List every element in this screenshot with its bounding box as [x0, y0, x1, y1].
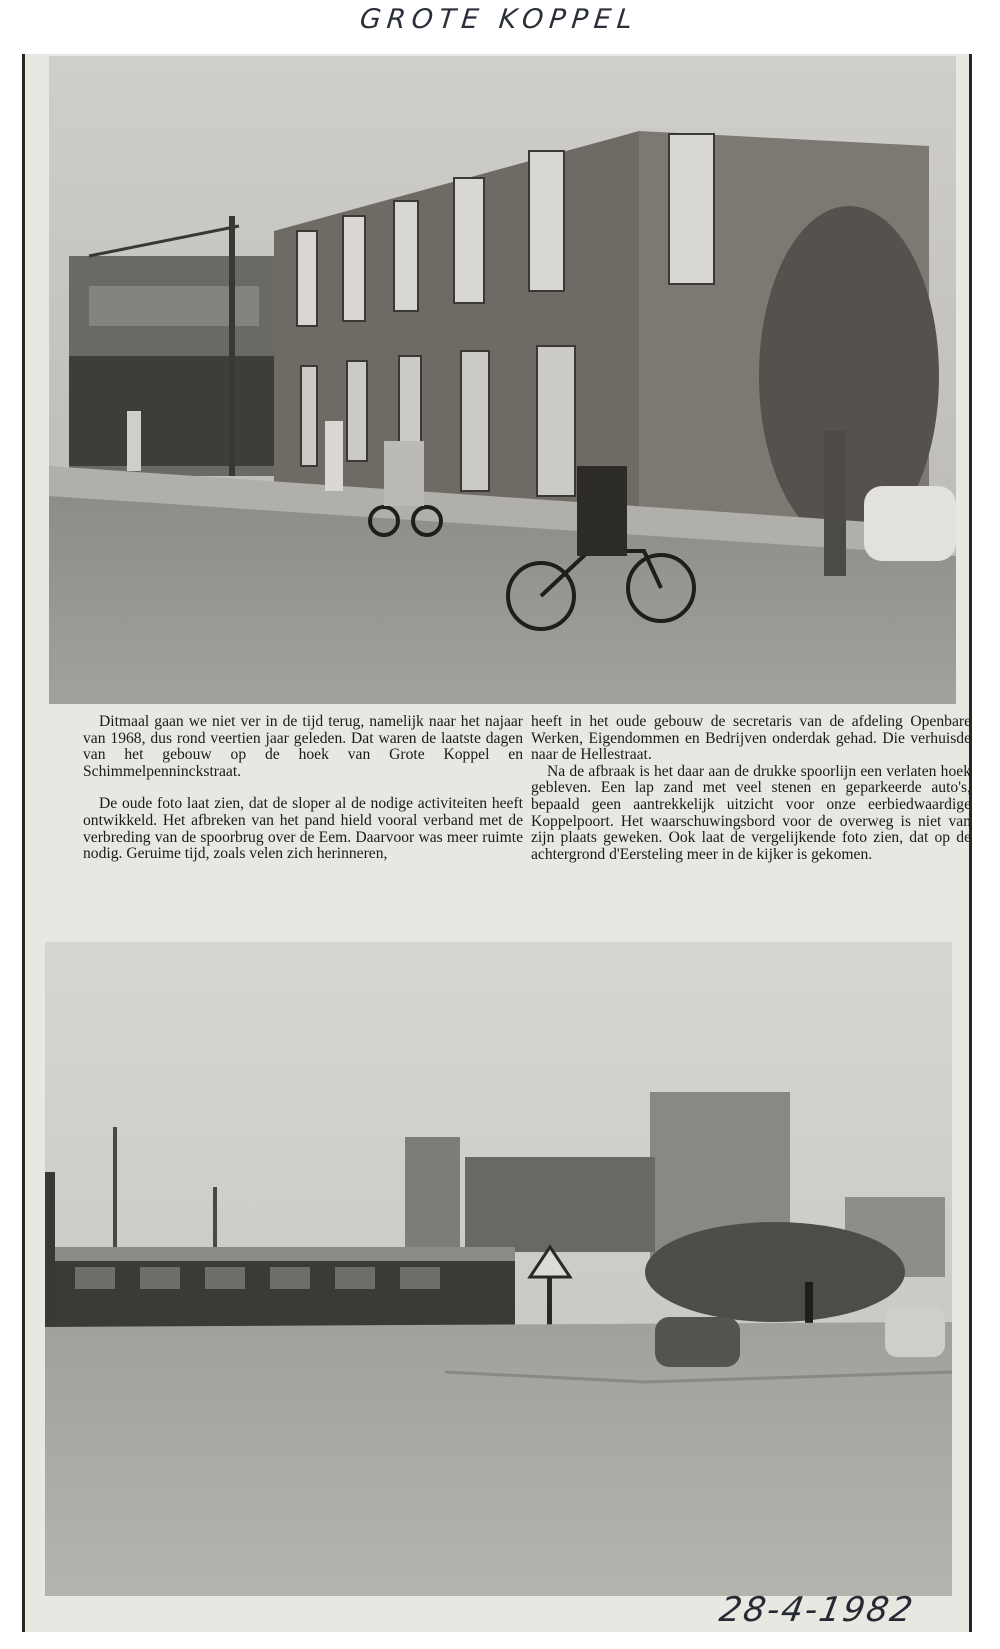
new-photo-railway-crossing — [45, 942, 952, 1596]
article-column-right — [531, 714, 971, 863]
old-photo-illustration — [49, 56, 956, 704]
paragraph: heeft in het oude gebouw de secretaris van de afdeling Openbare Werken, Eigendommen en Bedrijven onderdak gehad. Die verhuisde naar de Hellestraat. — [531, 713, 971, 764]
handwritten-date: 28-4-1982 — [716, 1590, 918, 1630]
old-photo-corner-building — [49, 56, 956, 704]
paragraph: De oude foto laat zien, dat de sloper al de nodige activiteiten heeft ontwikkeld. Het afbreken van het pand hield vooral verband met de verbreding van de spoorbrug over de Eem. Daarvoor was meer ruimte nodig. Geruime tijd, zoals velen zich herinneren, — [83, 795, 523, 863]
handwritten-title: GROTE KOPPEL — [358, 4, 640, 35]
article-text — [55, 713, 971, 929]
paragraph: Ditmaal gaan we niet ver in de tijd terug, namelijk naar het najaar van 1968, dus rond veertien jaar geleden. Dat waren de laatste dagen van het gebouw op de hoek van Grote Koppel en Schimmelpenninckstraat. — [83, 713, 523, 780]
article-column-left — [83, 714, 523, 863]
newspaper-clipping — [22, 54, 972, 1632]
new-photo-illustration — [45, 942, 952, 1596]
paragraph: Na de afbraak is het daar aan de drukke spoorlijn een verlaten hoek gebleven. Een lap zand met veel stenen en geparkeerde auto's, bepaald geen aantrekkelijk uitzicht voor onze eerbiedwaardige Koppelpoort. Het waarschuwingsbord voor de overweg is niet van zijn plaats geweken. Ook laat de vergelijkende foto zien, dat op de achtergrond d'Eersteling meer in de kijker is gekomen. — [531, 762, 971, 863]
